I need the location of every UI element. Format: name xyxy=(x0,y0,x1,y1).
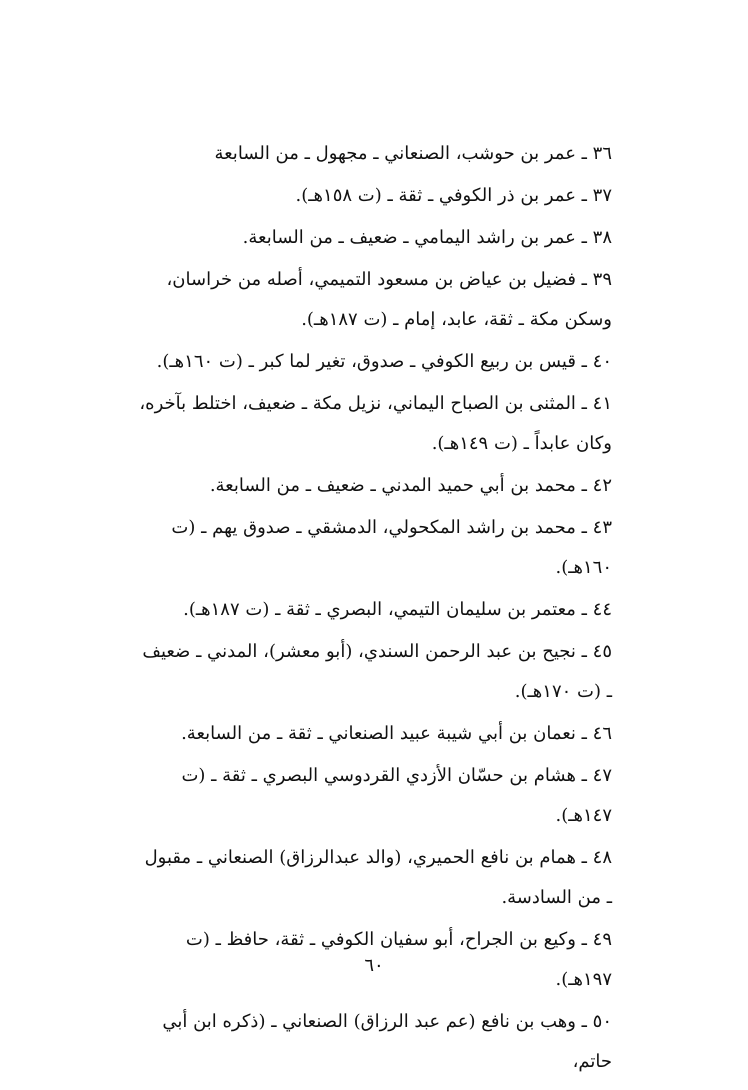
list-item: ٤١ ـ المثنى بن الصباح اليماني، نزيل مكة ـ ضعيف، اختلط بآخره، وكان عابداً ـ (ت ١٤٩هـ). xyxy=(139,393,612,454)
list-item: ٥٠ ـ وهب بن نافع (عم عبد الرزاق) الصنعاني ـ (ذكره ابن أبي حاتم، xyxy=(162,1011,612,1072)
page-number: ٦٠ xyxy=(364,955,384,976)
list-item: ٣٨ ـ عمر بن راشد اليمامي ـ ضعيف ـ من السابعة. xyxy=(242,227,612,248)
list-item: ٣٩ ـ فضيل بن عياض بن مسعود التميمي، أصله من خراسان، وسكن مكة ـ ثقة، عابد، إمام ـ (ت ١٨٧هـ). xyxy=(166,269,612,330)
list-item: ٣٧ ـ عمر بن ذر الكوفي ـ ثقة ـ (ت ١٥٨هـ). xyxy=(295,185,612,206)
list-item: ٤٢ ـ محمد بن أبي حميد المدني ـ ضعيف ـ من السابعة. xyxy=(209,475,612,496)
list-item: ٤٧ ـ هشام بن حسّان الأزدي القردوسي البصري ـ ثقة ـ (ت ١٤٧هـ). xyxy=(181,765,612,826)
list-item: ٤٠ ـ قيس بن ربيع الكوفي ـ صدوق، تغير لما كبر ـ (ت ١٦٠هـ). xyxy=(156,351,612,372)
list-item: ٤٨ ـ همام بن نافع الحميري، (والد عبدالرزاق) الصنعاني ـ مقبول ـ من السادسة. xyxy=(144,847,612,908)
list-item: ٤٦ ـ نعمان بن أبي شيبة عبيد الصنعاني ـ ثقة ـ من السابعة. xyxy=(181,723,612,744)
list-item: ٤٥ ـ نجيح بن عبد الرحمن السندي، (أبو معشر)، المدني ـ ضعيف ـ (ت ١٧٠هـ). xyxy=(142,641,612,702)
list-item: ٣٦ ـ عمر بن حوشب، الصنعاني ـ مجهول ـ من السابعة xyxy=(214,143,612,164)
list-item: ٤٤ ـ معتمر بن سليمان التيمي، البصري ـ ثقة ـ (ت ١٨٧هـ). xyxy=(183,599,612,620)
list-item: ٤٩ ـ وكيع بن الجراح، أبو سفيان الكوفي ـ ثقة، حافظ ـ (ت ١٩٧هـ). xyxy=(185,929,612,990)
list-item: ٤٣ ـ محمد بن راشد المكحولي، الدمشقي ـ صدوق يهم ـ (ت ١٦٠هـ). xyxy=(171,517,612,578)
narrator-list xyxy=(136,134,612,1084)
